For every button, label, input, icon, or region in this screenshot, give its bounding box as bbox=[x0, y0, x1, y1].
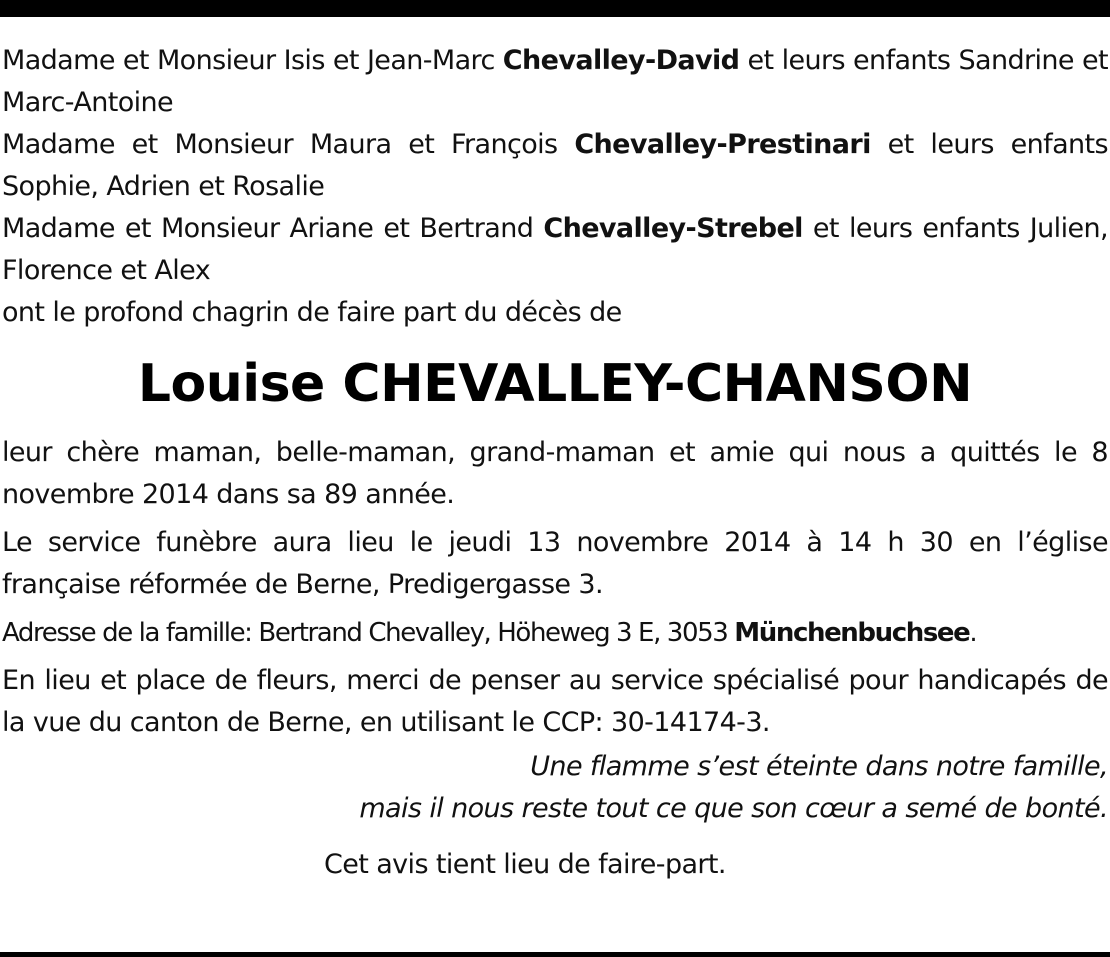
family-line bbox=[2, 124, 1108, 208]
announcement-text: ont le profond chagrin de faire part du décès de bbox=[2, 297, 622, 328]
family-line-prefix: Madame et Monsieur Ariane et Bertrand bbox=[2, 213, 544, 244]
family-address bbox=[2, 612, 1108, 654]
family-line-suffix: et leurs enfants Sandrine et Marc-Antoine bbox=[2, 45, 1108, 118]
memorial-quote bbox=[2, 746, 1108, 830]
funeral-service-text: Le service funèbre aura lieu le jeudi 13 novembre 2014 à 14 h 30 en l’église française réformée de Berne, Predigergasse 3. bbox=[2, 527, 1108, 600]
obituary-notice bbox=[2, 40, 1108, 886]
family-surname: Chevalley-David bbox=[502, 45, 740, 76]
tribute-text: leur chère maman, belle-maman, grand-maman et amie qui nous a quittés le 8 novembre 2014 dans sa 89 année. bbox=[2, 437, 1108, 510]
quote-line: Une flamme s’est éteinte dans notre famille, bbox=[530, 751, 1108, 782]
quote-line: mais il nous reste tout ce que son cœur a semé de bonté. bbox=[359, 793, 1108, 824]
closing-note: Cet avis tient lieu de faire-part. bbox=[324, 849, 726, 880]
family-line-suffix: et leurs enfants Julien, Florence et Alex bbox=[2, 213, 1108, 286]
family-surname: Chevalley-Prestinari bbox=[574, 129, 871, 160]
address-town: Münchenbuchsee bbox=[734, 618, 970, 648]
family-surname: Chevalley-Strebel bbox=[543, 213, 803, 244]
bottom-border-rule bbox=[0, 952, 1110, 957]
top-border-rule bbox=[0, 0, 1110, 17]
deceased-name: Louise CHEVALLEY-CHANSON bbox=[137, 354, 973, 414]
family-line-suffix: et leurs enfants Sophie, Adrien et Rosalie bbox=[2, 129, 1108, 202]
address-prefix: Adresse de la famille: Bertrand Chevalley, Höheweg 3 E, 3053 bbox=[2, 618, 735, 648]
address-suffix: . bbox=[969, 618, 977, 648]
family-line-prefix: Madame et Monsieur Maura et François bbox=[2, 129, 575, 160]
family-line-prefix: Madame et Monsieur Isis et Jean-Marc bbox=[2, 45, 503, 76]
family-line bbox=[2, 208, 1108, 292]
donation-request-text: En lieu et place de fleurs, merci de penser au service spécialisé pour handicapés de la vue du canton de Berne, en utilisant le CCP: 30-14174-3. bbox=[2, 665, 1108, 738]
family-line bbox=[2, 40, 1108, 124]
